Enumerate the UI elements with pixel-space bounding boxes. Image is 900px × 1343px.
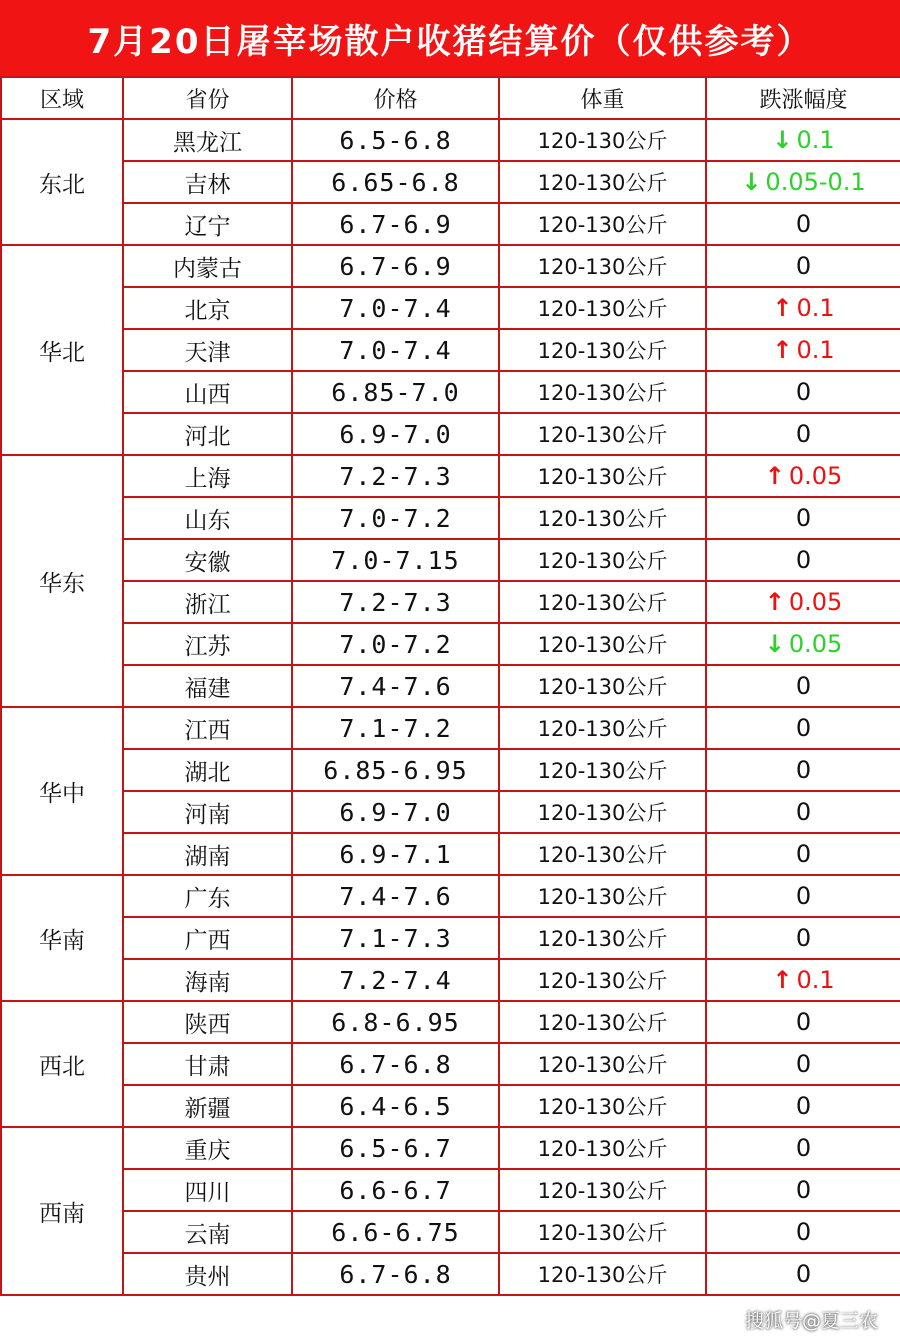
change-cell	[706, 833, 900, 875]
weight-cell: 120-130公斤	[499, 413, 706, 455]
change-value: 0	[795, 1092, 812, 1120]
change-value: 0	[795, 420, 812, 448]
price-cell: 6.8-6.95	[292, 1001, 499, 1043]
weight-cell: 120-130公斤	[499, 1169, 706, 1211]
weight-cell: 120-130公斤	[499, 581, 706, 623]
weight-cell: 120-130公斤	[499, 1043, 706, 1085]
change-value: 0.1	[796, 126, 835, 154]
table-row	[1, 329, 900, 371]
region-cell: 华北	[1, 245, 123, 455]
province-cell: 安徽	[123, 539, 292, 581]
price-cell: 6.7-6.8	[292, 1043, 499, 1085]
price-cell: 7.2-7.3	[292, 455, 499, 497]
price-cell: 6.7-6.9	[292, 203, 499, 245]
province-cell: 新疆	[123, 1085, 292, 1127]
table-row	[1, 623, 900, 665]
price-cell: 7.4-7.6	[292, 875, 499, 917]
weight-cell: 120-130公斤	[499, 455, 706, 497]
province-cell: 江西	[123, 707, 292, 749]
column-header-province: 省份	[123, 77, 292, 119]
price-cell: 6.9-7.0	[292, 413, 499, 455]
province-cell: 河北	[123, 413, 292, 455]
province-cell: 贵州	[123, 1253, 292, 1295]
weight-cell: 120-130公斤	[499, 287, 706, 329]
price-cell: 7.0-7.2	[292, 497, 499, 539]
region-cell: 东北	[1, 119, 123, 245]
table-body	[1, 119, 900, 1295]
change-value: 0.1	[796, 336, 835, 364]
arrow-down-icon: ↓	[741, 168, 762, 196]
change-cell	[706, 1043, 900, 1085]
weight-cell: 120-130公斤	[499, 203, 706, 245]
weight-cell: 120-130公斤	[499, 245, 706, 287]
table-row	[1, 1211, 900, 1253]
title-bar	[0, 0, 900, 76]
table-row	[1, 203, 900, 245]
weight-cell: 120-130公斤	[499, 875, 706, 917]
weight-cell: 120-130公斤	[499, 161, 706, 203]
change-value: 0	[795, 1218, 812, 1246]
weight-cell: 120-130公斤	[499, 959, 706, 1001]
table-row	[1, 539, 900, 581]
table-row	[1, 1043, 900, 1085]
change-value: 0	[795, 840, 812, 868]
change-cell	[706, 119, 900, 161]
weight-cell: 120-130公斤	[499, 1127, 706, 1169]
change-cell	[706, 287, 900, 329]
region-cell: 华南	[1, 875, 123, 1001]
arrow-down-icon: ↓	[764, 630, 785, 658]
province-cell: 四川	[123, 1169, 292, 1211]
table-row	[1, 665, 900, 707]
price-cell: 6.6-6.7	[292, 1169, 499, 1211]
change-value: 0	[795, 1134, 812, 1162]
table-row	[1, 581, 900, 623]
province-cell: 湖南	[123, 833, 292, 875]
change-cell	[706, 665, 900, 707]
arrow-down-icon: ↓	[772, 126, 793, 154]
province-cell: 山东	[123, 497, 292, 539]
province-cell: 山西	[123, 371, 292, 413]
change-cell	[706, 959, 900, 1001]
province-cell: 黑龙江	[123, 119, 292, 161]
price-cell: 6.7-6.9	[292, 245, 499, 287]
table-row	[1, 497, 900, 539]
region-cell: 西南	[1, 1127, 123, 1295]
change-cell	[706, 497, 900, 539]
table-row	[1, 875, 900, 917]
table-row	[1, 1001, 900, 1043]
change-value: 0	[795, 504, 812, 532]
column-header-region: 区域	[1, 77, 123, 119]
price-cell: 6.65-6.8	[292, 161, 499, 203]
column-header-weight: 体重	[499, 77, 706, 119]
watermark: 搜狐号@夏三农	[744, 1310, 878, 1332]
change-value: 0	[795, 378, 812, 406]
weight-cell: 120-130公斤	[499, 1211, 706, 1253]
change-value: 0.05	[788, 630, 843, 658]
change-value: 0.05	[788, 588, 843, 616]
change-value: 0	[795, 756, 812, 784]
change-cell	[706, 161, 900, 203]
province-cell: 云南	[123, 1211, 292, 1253]
province-cell: 广东	[123, 875, 292, 917]
change-cell	[706, 455, 900, 497]
table-row	[1, 833, 900, 875]
table-row	[1, 1253, 900, 1295]
change-cell	[706, 371, 900, 413]
table-row	[1, 119, 900, 161]
province-cell: 北京	[123, 287, 292, 329]
table-row	[1, 1127, 900, 1169]
province-cell: 辽宁	[123, 203, 292, 245]
column-header-change: 跌涨幅度	[706, 77, 900, 119]
province-cell: 湖北	[123, 749, 292, 791]
weight-cell: 120-130公斤	[499, 329, 706, 371]
province-cell: 内蒙古	[123, 245, 292, 287]
province-cell: 陕西	[123, 1001, 292, 1043]
province-cell: 甘肃	[123, 1043, 292, 1085]
price-cell: 7.2-7.4	[292, 959, 499, 1001]
price-cell: 6.7-6.8	[292, 1253, 499, 1295]
price-cell: 6.5-6.7	[292, 1127, 499, 1169]
change-value: 0	[795, 672, 812, 700]
table-row	[1, 791, 900, 833]
arrow-up-icon: ↑	[772, 966, 793, 994]
price-cell: 6.9-7.0	[292, 791, 499, 833]
change-value: 0	[795, 924, 812, 952]
change-cell	[706, 245, 900, 287]
price-cell: 7.0-7.2	[292, 623, 499, 665]
arrow-up-icon: ↑	[772, 336, 793, 364]
weight-cell: 120-130公斤	[499, 1253, 706, 1295]
weight-cell: 120-130公斤	[499, 623, 706, 665]
arrow-up-icon: ↑	[764, 462, 785, 490]
table-row	[1, 245, 900, 287]
province-cell: 浙江	[123, 581, 292, 623]
change-value: 0	[795, 546, 812, 574]
price-cell: 6.5-6.8	[292, 119, 499, 161]
province-cell: 上海	[123, 455, 292, 497]
province-cell: 海南	[123, 959, 292, 1001]
weight-cell: 120-130公斤	[499, 119, 706, 161]
arrow-up-icon: ↑	[764, 588, 785, 616]
change-value: 0	[795, 1050, 812, 1078]
price-table	[0, 76, 900, 1296]
change-value: 0.1	[796, 294, 835, 322]
price-cell: 6.85-7.0	[292, 371, 499, 413]
province-cell: 天津	[123, 329, 292, 371]
province-cell: 河南	[123, 791, 292, 833]
table-row	[1, 707, 900, 749]
region-cell: 华东	[1, 455, 123, 707]
change-cell	[706, 1211, 900, 1253]
table-row	[1, 917, 900, 959]
change-value: 0	[795, 1176, 812, 1204]
price-cell: 6.4-6.5	[292, 1085, 499, 1127]
change-cell	[706, 581, 900, 623]
change-value: 0	[795, 252, 812, 280]
weight-cell: 120-130公斤	[499, 791, 706, 833]
change-cell	[706, 707, 900, 749]
price-cell: 7.0-7.15	[292, 539, 499, 581]
table-row	[1, 371, 900, 413]
change-cell	[706, 329, 900, 371]
table-row	[1, 1169, 900, 1211]
change-value: 0.1	[796, 966, 835, 994]
table-row	[1, 455, 900, 497]
change-cell	[706, 1169, 900, 1211]
weight-cell: 120-130公斤	[499, 1001, 706, 1043]
price-cell: 7.4-7.6	[292, 665, 499, 707]
price-cell: 7.1-7.3	[292, 917, 499, 959]
price-cell: 7.0-7.4	[292, 329, 499, 371]
table-row	[1, 413, 900, 455]
weight-cell: 120-130公斤	[499, 665, 706, 707]
change-value: 0	[795, 1008, 812, 1036]
change-value: 0.05-0.1	[765, 168, 866, 196]
province-cell: 福建	[123, 665, 292, 707]
region-cell: 西北	[1, 1001, 123, 1127]
weight-cell: 120-130公斤	[499, 917, 706, 959]
page-title: 7月20日屠宰场散户收猪结算价（仅供参考）	[87, 21, 813, 62]
price-cell: 6.6-6.75	[292, 1211, 499, 1253]
change-cell	[706, 875, 900, 917]
change-cell	[706, 791, 900, 833]
change-value: 0	[795, 882, 812, 910]
weight-cell: 120-130公斤	[499, 707, 706, 749]
province-cell: 重庆	[123, 1127, 292, 1169]
price-cell: 6.9-7.1	[292, 833, 499, 875]
weight-cell: 120-130公斤	[499, 539, 706, 581]
table-row	[1, 1085, 900, 1127]
change-cell	[706, 539, 900, 581]
change-value: 0	[795, 714, 812, 742]
table-row	[1, 959, 900, 1001]
weight-cell: 120-130公斤	[499, 497, 706, 539]
region-cell: 华中	[1, 707, 123, 875]
header-row	[1, 77, 900, 119]
column-header-price: 价格	[292, 77, 499, 119]
province-cell: 江苏	[123, 623, 292, 665]
table-row	[1, 749, 900, 791]
table-row	[1, 287, 900, 329]
change-cell	[706, 623, 900, 665]
change-cell	[706, 1001, 900, 1043]
price-cell: 7.2-7.3	[292, 581, 499, 623]
weight-cell: 120-130公斤	[499, 833, 706, 875]
province-cell: 吉林	[123, 161, 292, 203]
change-value: 0	[795, 1260, 812, 1288]
province-cell: 广西	[123, 917, 292, 959]
price-cell: 7.0-7.4	[292, 287, 499, 329]
price-cell: 7.1-7.2	[292, 707, 499, 749]
change-value: 0	[795, 210, 812, 238]
change-cell	[706, 917, 900, 959]
change-cell	[706, 1253, 900, 1295]
weight-cell: 120-130公斤	[499, 749, 706, 791]
change-cell	[706, 203, 900, 245]
change-cell	[706, 413, 900, 455]
change-value: 0.05	[788, 462, 843, 490]
change-value: 0	[795, 798, 812, 826]
weight-cell: 120-130公斤	[499, 1085, 706, 1127]
weight-cell: 120-130公斤	[499, 371, 706, 413]
price-cell: 6.85-6.95	[292, 749, 499, 791]
change-cell	[706, 749, 900, 791]
change-cell	[706, 1085, 900, 1127]
table-row	[1, 161, 900, 203]
change-cell	[706, 1127, 900, 1169]
arrow-up-icon: ↑	[772, 294, 793, 322]
